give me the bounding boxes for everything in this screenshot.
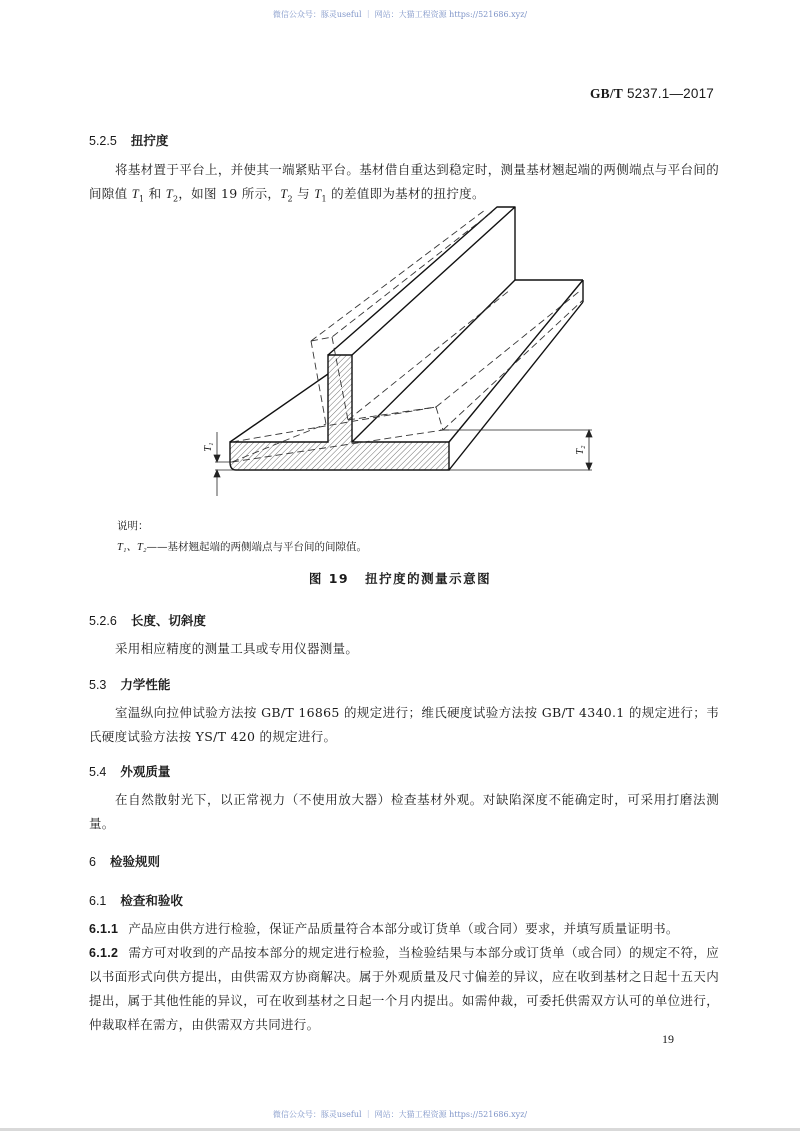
section-heading-5-2-5: 5.2.5 扭拧度: [89, 133, 169, 148]
clause-6-1-2: 6.1.2 需方可对收到的产品按本部分的规定进行检验，当检验结果与本部分或订货单（或合同）的规定不符，应以书面形式向供方提出，由供需双方协商解决。属于外观质量及尺寸偏差的异议，应在收到基材之日起十五天内提出，属于其他性能的异议，可在收到基材之日起一个月内提出。如需仲裁，可委托供需双方认可的单位进行，仲裁取样在需方，由供需双方共同进行。: [89, 945, 719, 1032]
section-heading-5-4: 5.4 外观质量: [89, 764, 171, 779]
paragraph-5-2-5: 将基材置于平台上，并使其一端紧贴平台。基材借自重达到稳定时，测量基材翘起端的两侧端点与平台间的间隙值 $T_1$ 和 $T_2$，如图 19 所示，$T_2$ 与 $T_1$ 的差值即为基材的扭拧度。: [89, 162, 719, 204]
page-bottom-edge: [0, 1128, 800, 1131]
watermark-top: 微信公众号：豚灵useful ｜ 网站：大猫工程资源 https://521686.xyz/: [272, 10, 528, 19]
paragraph-5-2-6: 采用相应精度的测量工具或专用仪器测量。: [115, 641, 359, 656]
section-heading-5-3: 5.3 力学性能: [89, 677, 171, 692]
t1-label: T₁: [203, 442, 214, 452]
figure-legend-entry: T₁、T₂——基材翘起端的两侧端点与平台间的间隙值。: [117, 541, 367, 553]
t2-label: T₂: [575, 445, 586, 455]
figure-19-twist-diagram: [0, 0, 800, 520]
paragraph-5-3: 室温纵向拉伸试验方法按 GB/T 16865 的规定进行；维氏硬度试验方法按 GB/T 4340.1 的规定进行；韦氏硬度试验方法按 YS/T 420 的规定进行。: [89, 705, 719, 744]
chapter-heading-6: 6 检验规则: [89, 854, 160, 869]
section-heading-6-1: 6.1 检查和验收: [89, 893, 183, 908]
figure-legend-title: 说明：: [117, 520, 149, 532]
t-section-hatched: [230, 355, 449, 470]
section-heading-5-2-6: 5.2.6 长度、切斜度: [89, 613, 206, 628]
section-title: 扭拧度: [130, 133, 169, 148]
standard-prefix: GB/T: [589, 86, 624, 101]
page-number: 19: [662, 1032, 674, 1046]
paragraph-5-4: 在自然散射光下，以正常视力（不使用放大器）检查基材外观。对缺陷深度不能确定时，可采用打磨法测量。: [89, 792, 719, 831]
figure-caption: 图 19 扭拧度的测量示意图: [308, 571, 492, 586]
watermark-bottom: 微信公众号：豚灵useful ｜ 网站：大猫工程资源 https://521686.xyz/: [272, 1110, 528, 1119]
standard-code: 5237.1—2017: [626, 86, 714, 101]
clause-6-1-1: 6.1.1 产品应由供方进行检验，保证产品质量符合本部分或订货单（或合同）要求，并填写质量证明书。: [89, 921, 679, 936]
